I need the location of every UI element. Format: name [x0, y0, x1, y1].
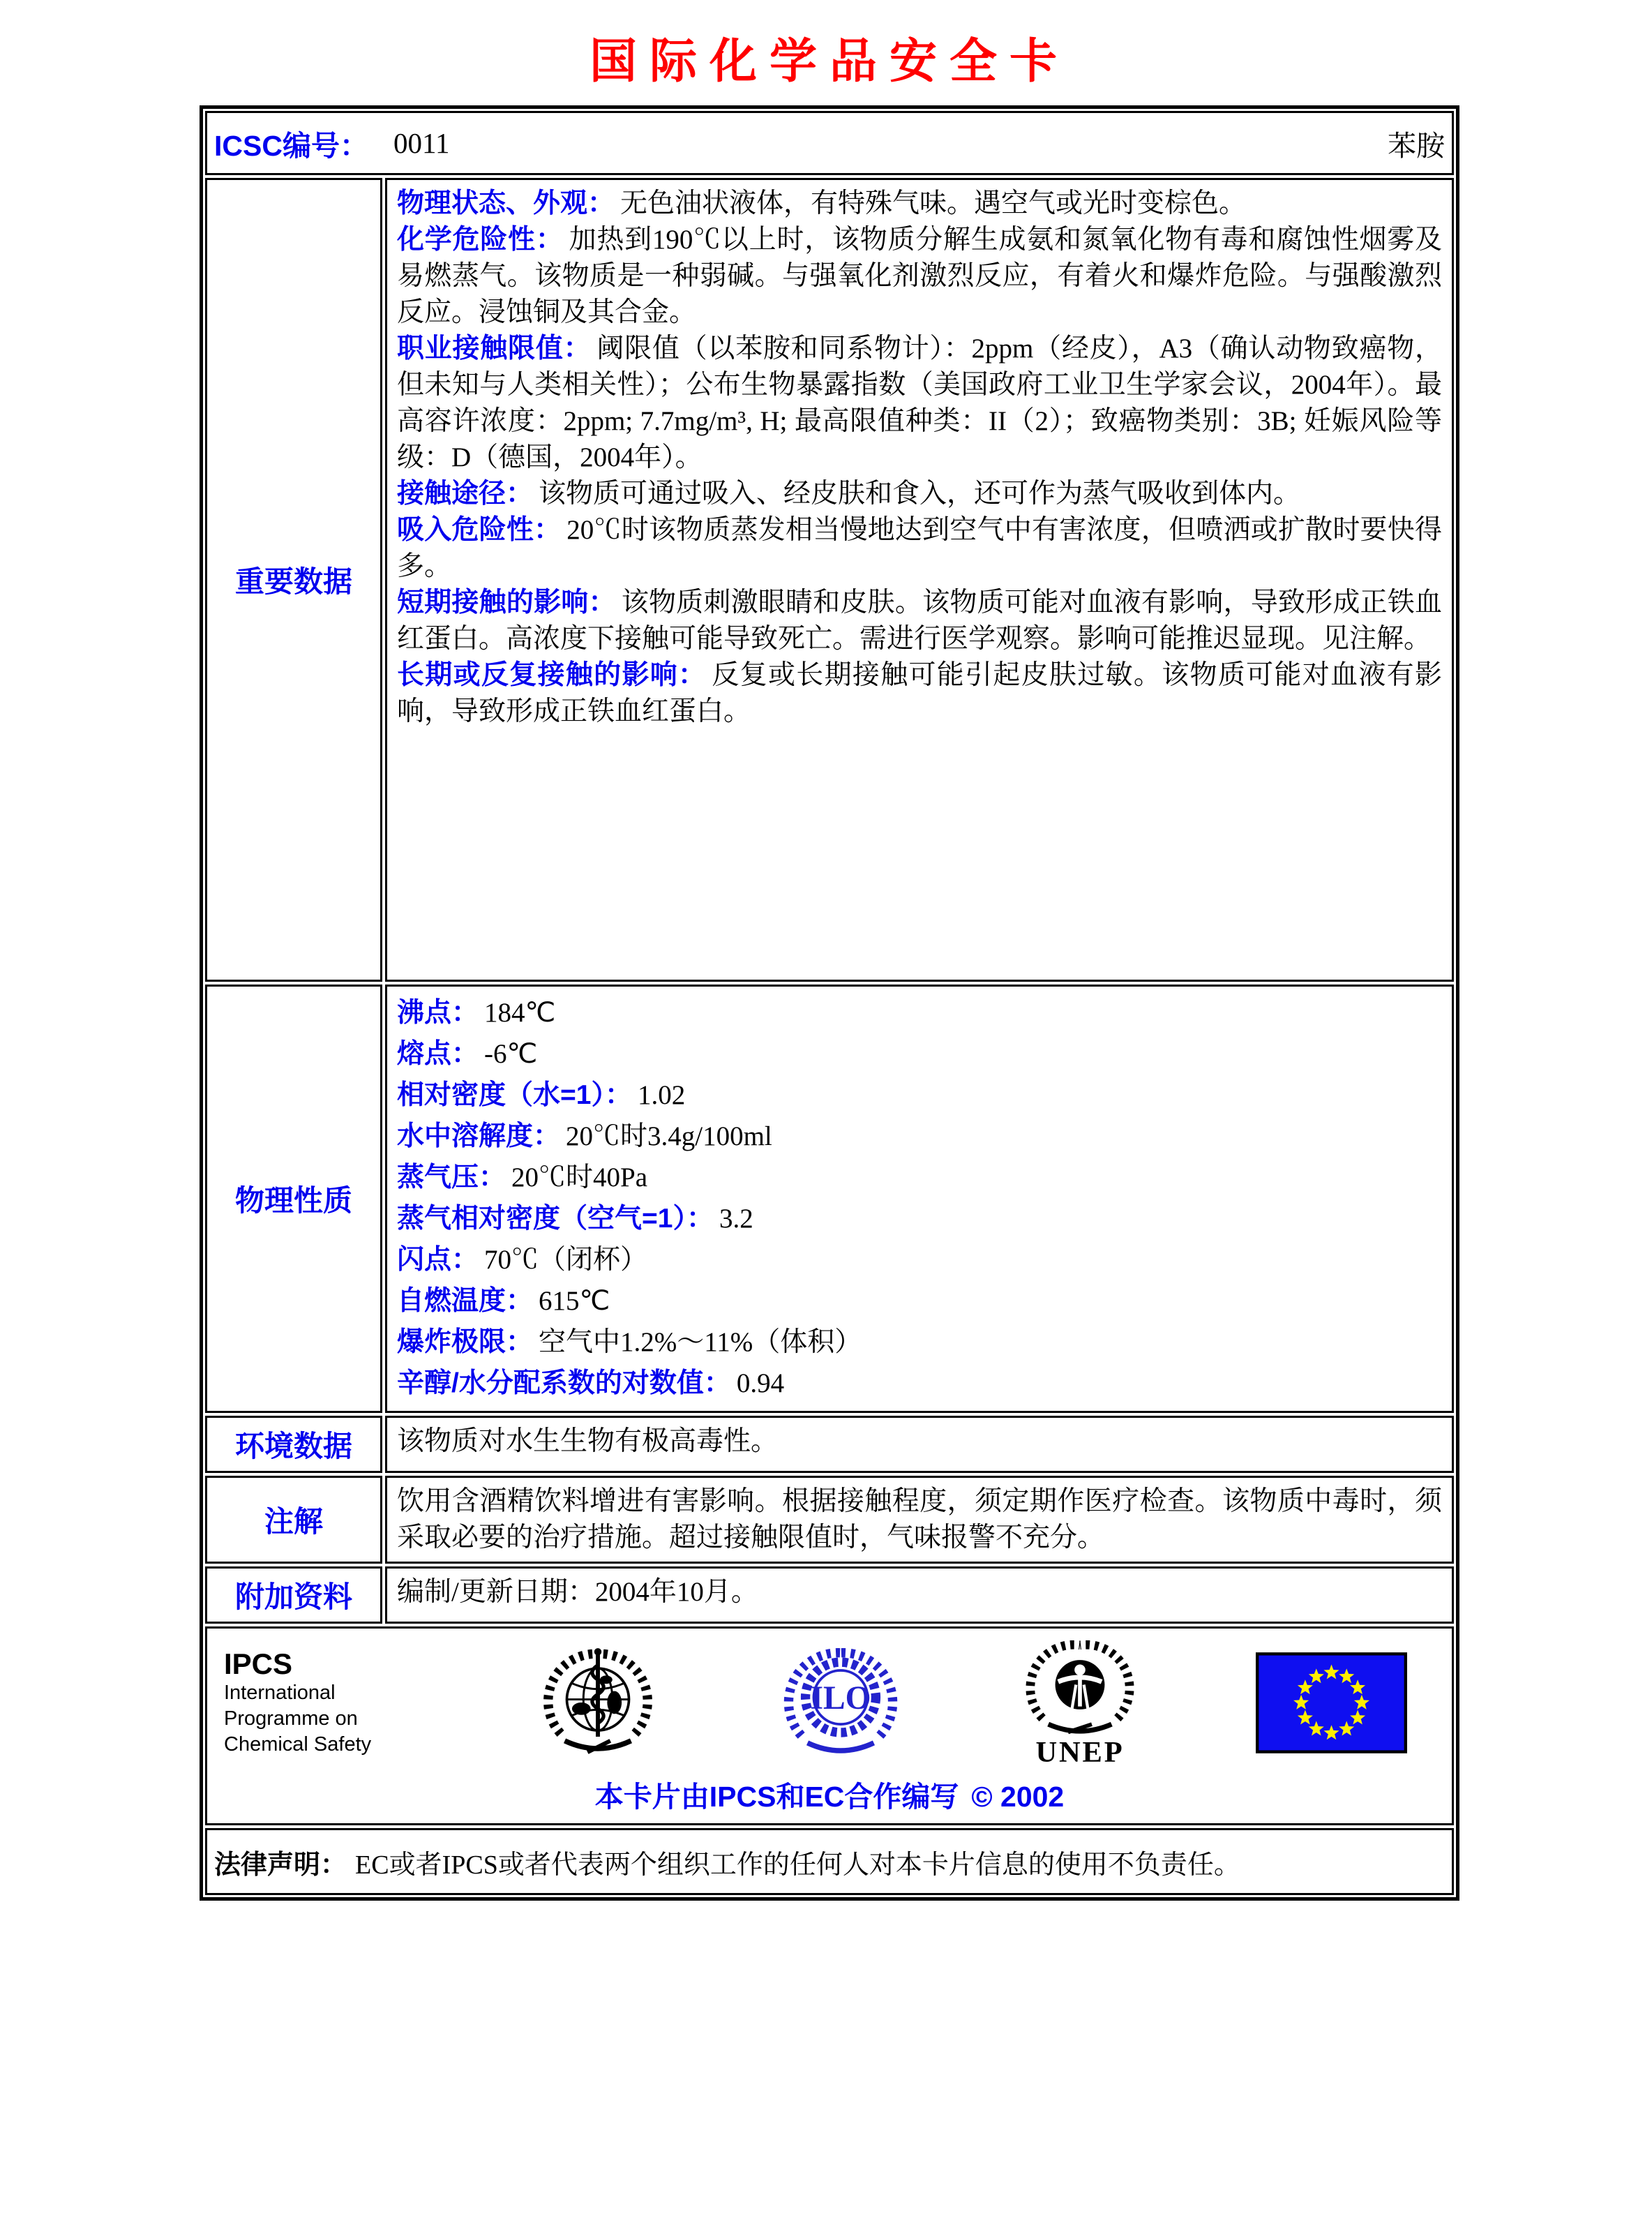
ilo-logo-icon	[776, 1640, 905, 1765]
section-label-text: 注解	[264, 1505, 323, 1538]
data-item	[397, 331, 1442, 476]
data-item-label: 职业接触限值：	[397, 334, 592, 364]
property-row	[397, 1322, 1442, 1363]
section-content-important-data	[385, 178, 1454, 982]
data-item-text: 阈限值（以苯胺和同系物计）：2ppm（经皮），A3（确认动物致癌物，但未知与人类相关性）；公布生物暴露指数（美国政府工业卫生学家会议，2004年）。最高容许浓度：2ppm; 7.7mg/m³, H; 最高限值种类：II（2）；致癌物类别：3B; 妊娠风险等级：D（德国，2004年）。	[397, 334, 1442, 472]
legal-disclaimer-row	[205, 1828, 1454, 1895]
section-label-important-data	[205, 178, 382, 982]
legal-text: EC或者IPCS或者代表两个组织工作的任何人对本卡片信息的使用不负责任。	[355, 1850, 1240, 1880]
eu-flag-icon	[1256, 1652, 1407, 1753]
header-row	[205, 111, 1454, 175]
property-value: 1.02	[637, 1080, 686, 1110]
property-label: 相对密度（水=1）：	[397, 1080, 632, 1110]
copyright-year: © 2002	[971, 1781, 1065, 1813]
environment-text: 该物质对水生生物有极高毒性。	[397, 1426, 779, 1456]
data-item	[397, 512, 1442, 585]
section-content-physical-properties	[385, 985, 1454, 1413]
property-label: 爆炸极限：	[397, 1327, 534, 1357]
data-item-label: 吸入危险性：	[397, 515, 562, 545]
ipcs-text-block	[224, 1648, 419, 1758]
property-row	[397, 1363, 1442, 1404]
property-value: 空气中1.2%～11%（体积）	[539, 1327, 862, 1357]
property-label: 自燃温度：	[397, 1286, 534, 1316]
data-item	[397, 186, 1442, 222]
property-row	[397, 1239, 1442, 1280]
credit-line	[220, 1774, 1439, 1815]
organizations-footer	[205, 1626, 1454, 1825]
section-content-additional-info	[385, 1566, 1454, 1624]
data-item	[397, 585, 1442, 657]
data-item	[397, 476, 1442, 512]
property-label: 闪点：	[397, 1245, 479, 1275]
section-label-physical-properties	[205, 985, 382, 1413]
data-item-text: 20℃时该物质蒸发相当慢地达到空气中有害浓度，但喷洒或扩散时要快得多。	[397, 515, 1442, 581]
data-item-text: 该物质可通过吸入、经皮肤和食入，还可作为蒸气吸收到体内。	[539, 479, 1301, 509]
property-row	[397, 1198, 1442, 1239]
data-item-label: 物理状态、外观：	[397, 188, 615, 218]
property-value: 0.94	[736, 1368, 785, 1398]
data-item-label: 化学危险性：	[397, 225, 564, 255]
data-item-label: 长期或反复接触的影响：	[397, 660, 707, 690]
data-item-label: 短期接触的影响：	[397, 588, 616, 618]
section-label-text: 附加资料	[234, 1580, 352, 1613]
property-value: 615℃	[539, 1286, 610, 1316]
section-label-additional-info	[205, 1566, 382, 1624]
ipcs-subtitle-line: International	[224, 1681, 336, 1704]
data-item-text: 反复或长期接触可能引起皮肤过敏。该物质可能对血液有影响，导致形成正铁血红蛋白。	[397, 660, 1442, 726]
property-label: 沸点：	[397, 998, 479, 1028]
data-item-text: 加热到190℃以上时，该物质分解生成氨和氮氧化物有毒和腐蚀性烟雾及易燃蒸气。该物质是一种弱碱。与强氧化剂激烈反应，有着火和爆炸危险。与强酸激烈反应。浸蚀铜及其合金。	[397, 225, 1442, 327]
property-row	[397, 1116, 1442, 1157]
ipcs-title: IPCS	[224, 1647, 293, 1680]
ipcs-subtitle-line: Programme on	[224, 1707, 358, 1730]
section-label-notes	[205, 1476, 382, 1564]
property-label: 蒸气压：	[397, 1162, 506, 1192]
icsc-number-label: ICSC编号：	[214, 129, 368, 162]
property-value: 184℃	[484, 998, 556, 1028]
property-label: 熔点：	[397, 1039, 479, 1069]
property-value: 3.2	[719, 1204, 753, 1234]
property-row	[397, 1157, 1442, 1198]
credit-text: 本卡片由IPCS和EC合作编写	[594, 1781, 959, 1813]
data-item-text: 无色油状液体，有特殊气味。遇空气或光时变棕色。	[620, 188, 1247, 218]
ilo-letters: ILO	[809, 1679, 871, 1716]
card-table	[205, 111, 1454, 1895]
property-row	[397, 992, 1442, 1033]
section-label-text: 环境数据	[234, 1430, 352, 1462]
unep-letters: UNEP	[1035, 1736, 1125, 1768]
section-label-text: 物理性质	[234, 1184, 352, 1217]
property-row	[397, 1075, 1442, 1116]
page-title: 国际化学品安全卡	[589, 35, 1069, 88]
section-content-notes	[385, 1476, 1454, 1564]
property-value: -6℃	[484, 1039, 538, 1069]
data-item	[397, 222, 1442, 331]
section-label-environmental-data	[205, 1416, 382, 1473]
property-value: 70℃（闭杯）	[484, 1245, 648, 1275]
icsc-card	[200, 105, 1459, 1901]
section-content-environmental-data	[385, 1416, 1454, 1473]
who-logo-icon	[536, 1640, 660, 1765]
ipcs-subtitle-line: Chemical Safety	[224, 1733, 372, 1756]
logos-row	[220, 1637, 1439, 1768]
property-label: 水中溶解度：	[397, 1121, 561, 1151]
property-value: 20℃时3.4g/100ml	[566, 1121, 772, 1151]
notes-text: 饮用含酒精饮料增进有害影响。根据接触程度，须定期作医疗检查。该物质中毒时，须采取必要的治疗措施。超过接触限值时，气味报警不充分。	[397, 1486, 1442, 1552]
property-row	[397, 1033, 1442, 1075]
unep-logo-icon	[1021, 1637, 1139, 1768]
property-value: 20℃时40Pa	[511, 1162, 648, 1192]
data-item-text: 该物质刺激眼睛和皮肤。该物质可能对血液有影响，导致形成正铁血红蛋白。高浓度下接触可能导致死亡。需进行医学观察。影响可能推迟显现。见注解。	[397, 588, 1442, 654]
icsc-number-value: 0011	[393, 127, 450, 159]
section-label-text: 重要数据	[234, 565, 352, 598]
property-row	[397, 1280, 1442, 1322]
property-label: 蒸气相对密度（空气=1）：	[397, 1204, 714, 1234]
additional-info-text: 编制/更新日期：2004年10月。	[397, 1577, 758, 1607]
property-label: 辛醇/水分配系数的对数值：	[397, 1368, 731, 1398]
legal-label: 法律声明：	[214, 1850, 347, 1880]
chemical-name: 苯胺	[1388, 129, 1445, 162]
data-item	[397, 657, 1442, 730]
data-item-label: 接触途径：	[397, 479, 534, 509]
